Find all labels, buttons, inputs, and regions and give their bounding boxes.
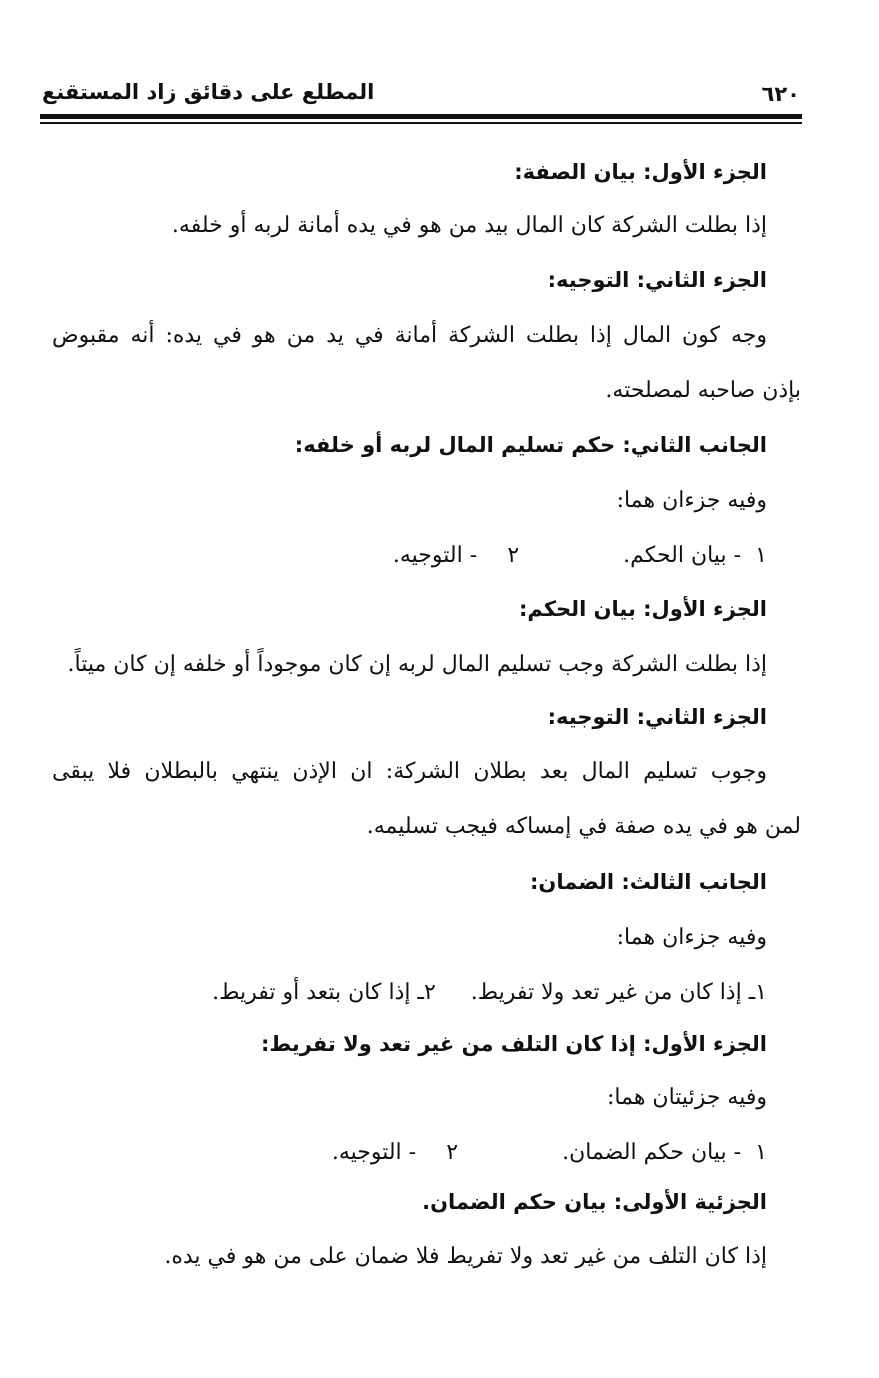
section-heading: الجانب الثالث: الضمان:: [530, 870, 767, 894]
paragraph-line: إذا كان التلف من غير تعد ولا تفريط فلا ضمان على من هو في يده.: [164, 1244, 767, 1269]
section-heading: الجزئية الأولى: بيان حكم الضمان.: [422, 1190, 767, 1214]
list-number: ١: [755, 1140, 767, 1165]
list-number: ٢: [507, 543, 520, 568]
header-rule-thin: [40, 122, 802, 124]
list-number: ١: [755, 543, 767, 568]
paragraph-line: وفيه جزئيتان هما:: [607, 1085, 767, 1110]
section-heading: الجزء الأول: بيان الحكم:: [518, 597, 767, 621]
page-header: [42, 78, 800, 118]
paragraph-line: وفيه جزءان هما:: [616, 925, 767, 950]
list-item: - بيان حكم الضمان.: [562, 1140, 741, 1165]
section-heading: الجزء الأول: بيان الصفة:: [514, 160, 767, 184]
paragraph-line: إذا بطلت الشركة وجب تسليم المال لربه إن كان موجوداً أو خلفه إن كان ميتاً.: [67, 652, 767, 677]
section-heading: الجزء الأول: إذا كان التلف من غير تعد ولا تفريط:: [260, 1032, 767, 1056]
list-item: - التوجيه.: [331, 1140, 417, 1165]
numbered-list: [393, 543, 767, 568]
list-number: ٢: [446, 1140, 459, 1165]
section-heading: الجزء الثاني: التوجيه:: [547, 268, 767, 292]
section-heading: الجانب الثاني: حكم تسليم المال لربه أو خلفه:: [294, 433, 767, 457]
running-title: المطلع على دقائق زاد المستقنع: [42, 80, 375, 104]
section-heading: الجزء الثاني: التوجيه:: [547, 705, 767, 729]
header-rule-thick: [40, 114, 802, 119]
paragraph-line: إذا بطلت الشركة كان المال بيد من هو في يده أمانة لربه أو خلفه.: [171, 213, 767, 238]
numbered-list: [332, 1140, 767, 1165]
list-item: - التوجيه.: [392, 543, 478, 568]
paragraph-line: وجوب تسليم المال بعد بطلان الشركة: ان الإذن ينتهي بالبطلان فلا يبقى: [52, 759, 767, 784]
paragraph-line: وجه كون المال إذا بطلت الشركة أمانة في يد من هو في يده: أنه مقبوض: [52, 323, 767, 348]
paragraph-line: وفيه جزءان هما:: [616, 488, 767, 513]
paragraph-line: ١ـ إذا كان من غير تعد ولا تفريط. ٢ـ إذا كان بتعد أو تفريط.: [212, 980, 767, 1005]
list-item: - بيان الحكم.: [623, 543, 741, 568]
page-number: ٦٢٠: [761, 82, 800, 106]
paragraph-line: لمن هو في يده صفة في إمساكه فيجب تسليمه.: [366, 814, 801, 839]
paragraph-line: بإذن صاحبه لمصلحته.: [605, 378, 801, 403]
